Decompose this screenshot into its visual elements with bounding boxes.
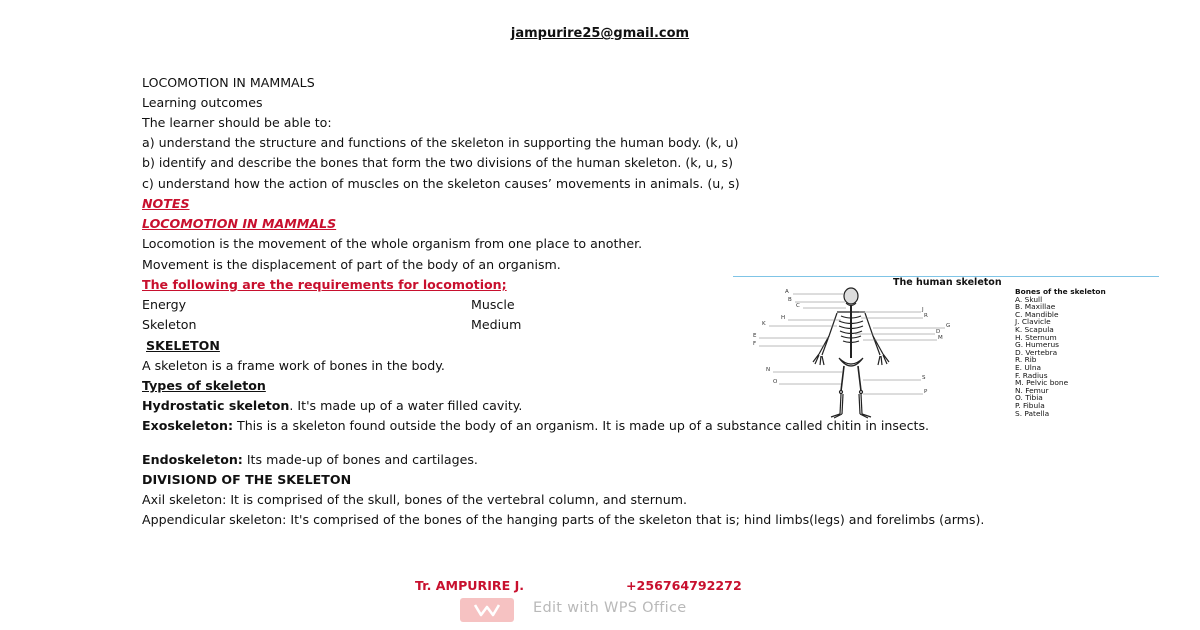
legend-item: G. Humerus xyxy=(1015,340,1059,350)
hydrostatic-line xyxy=(142,398,522,414)
label-e: E xyxy=(753,333,757,339)
footer-teacher: Tr. AMPURIRE J. xyxy=(415,578,525,593)
divisions-heading: DIVISIOND OF THE SKELETON xyxy=(142,472,352,487)
locomotion-definition: Locomotion is the movement of the whole organism from one place to another. xyxy=(142,236,643,251)
learning-outcomes-label: Learning outcomes xyxy=(142,95,263,110)
requirement-skeleton: Skeleton xyxy=(142,317,197,332)
legend-item: R. Rib xyxy=(1015,355,1037,365)
label-j: J xyxy=(922,307,924,313)
types-heading: Types of skeleton xyxy=(142,378,266,393)
legend-item: S. Patella xyxy=(1015,408,1050,418)
movement-definition: Movement is the displacement of part of the body of an organism. xyxy=(142,257,561,272)
skeleton-illustration xyxy=(733,276,1013,426)
label-c: C xyxy=(796,303,800,309)
endoskeleton-line xyxy=(142,452,478,468)
endoskeleton-term: Endoskeleton: xyxy=(142,452,243,467)
requirement-muscle: Muscle xyxy=(471,297,515,312)
label-m: M xyxy=(938,335,943,341)
wps-logo-icon xyxy=(460,598,514,622)
label-b: B xyxy=(788,297,792,303)
label-g: G xyxy=(946,323,951,329)
legend-item: J. Clavicle xyxy=(1015,317,1051,327)
legend-item: P. Fibula xyxy=(1015,400,1045,410)
legend-item: N. Femur xyxy=(1015,385,1049,395)
skeleton-definition: A skeleton is a frame work of bones in the body. xyxy=(142,358,445,373)
label-d: D xyxy=(936,329,941,335)
legend-item: M. Pelvic bone xyxy=(1015,378,1069,388)
legend-item: E. Ulna xyxy=(1015,362,1042,372)
legend-item: H. Sternum xyxy=(1015,332,1057,342)
label-o: O xyxy=(773,379,778,385)
bones-legend xyxy=(1015,288,1106,417)
figure-title: The human skeleton xyxy=(893,277,1002,288)
endoskeleton-definition: Its made-up of bones and cartilages. xyxy=(242,452,478,467)
requirement-medium: Medium xyxy=(471,317,522,332)
learner-intro: The learner should be able to: xyxy=(142,115,332,130)
requirements-heading: The following are the requirements for locomotion; xyxy=(142,277,507,292)
legend-item: F. Radius xyxy=(1015,370,1048,380)
page-title: LOCOMOTION IN MAMMALS xyxy=(142,75,315,90)
wps-edit-button[interactable] xyxy=(460,598,780,622)
legend-heading: Bones of the skeleton xyxy=(1015,287,1106,296)
hydrostatic-definition: . It's made up of a water filled cavity. xyxy=(289,398,523,413)
legend-item: K. Scapula xyxy=(1015,324,1054,334)
label-h: H xyxy=(781,315,786,321)
exoskeleton-term: Exoskeleton: xyxy=(142,418,233,433)
legend-item: C. Mandible xyxy=(1015,309,1059,319)
label-p: P xyxy=(924,389,928,395)
label-n: N xyxy=(766,367,771,373)
legend-item: O. Tibia xyxy=(1015,393,1043,403)
label-s: S xyxy=(922,375,926,381)
outcome-a: a) understand the structure and functions of the skeleton in supporting the human body. (k, u) xyxy=(142,135,739,150)
legend-item: B. Maxillae xyxy=(1015,302,1056,312)
axil-skeleton: Axil skeleton: It is comprised of the skull, bones of the vertebral column, and sternum. xyxy=(142,492,687,507)
author-email: jampurire25@gmail.com xyxy=(510,26,690,41)
notes-heading: NOTES xyxy=(142,196,190,211)
label-k: K xyxy=(762,321,766,327)
hydrostatic-term: Hydrostatic skeleton xyxy=(142,398,290,413)
outcome-c: c) understand how the action of muscles on the skeleton causes’ movements in animals. (u, s) xyxy=(142,176,740,191)
exoskeleton-definition: This is a skeleton found outside the body of an organism. It is made up of a substance called chitin in insects. xyxy=(233,418,930,433)
skeleton-figure xyxy=(733,276,1159,426)
outcome-b: b) identify and describe the bones that form the two divisions of the human skeleton. (k, u, s) xyxy=(142,155,734,170)
legend-item: D. Vertebra xyxy=(1015,347,1058,357)
requirement-energy: Energy xyxy=(142,297,187,312)
label-a: A xyxy=(785,289,789,295)
wps-edit-label: Edit with WPS Office xyxy=(533,600,687,616)
label-f: F xyxy=(753,341,757,347)
skeleton-heading: SKELETON xyxy=(146,338,220,353)
footer-phone: +256764792272 xyxy=(626,578,742,593)
appendicular-skeleton: Appendicular skeleton: It's comprised of the bones of the hanging parts of the skeleton that is; hind limbs(legs) and forelimbs (arms). xyxy=(142,512,985,527)
legend-item: A. Skull xyxy=(1015,294,1043,304)
label-r: R xyxy=(924,313,928,319)
notes-subheading: LOCOMOTION IN MAMMALS xyxy=(142,216,337,231)
